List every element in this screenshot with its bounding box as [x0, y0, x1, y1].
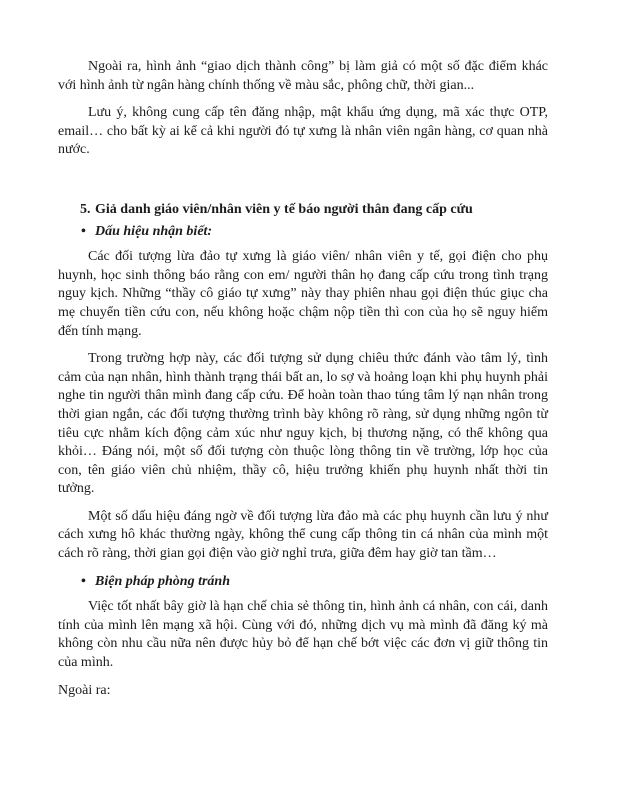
- bullet-icon: •: [81, 223, 86, 239]
- paragraph-signs-2: Trong trường hợp này, các đối tượng sử dụng chiêu thức đánh vào tâm lý, tình cảm của nạn nhân, hình thành trạng thái bất an, lo sợ và hoảng loạn khi phụ huynh phải nghe tin người thân mình đang cấp cứu. Để hoàn toàn thao túng tâm lý nạn nhân trong thời gian ngắn, các đối tượng thường trình bày không rõ ràng, sử dụng những ngôn từ tiêu cực nhằm kích động cảm xúc như nguy kịch, bị thương nặng, có thể không qua khỏi… Đáng nói, một số đối tượng còn thuộc lòng thông tin về trường, lớp học của con, tên giáo viên chủ nhiệm, thầy cô, hiệu trưởng khiến phụ huynh nhất thời tin tưởng.: [58, 351, 548, 497]
- paragraph-signs-1: Các đối tượng lừa đảo tự xưng là giáo viên/ nhân viên y tế, gọi điện cho phụ huynh, học sinh thông báo rằng con em/ người thân họ đang cấp cứu trong tình trạng nguy kịch. Những “thầy cô giáo tự xưng” này thay phiên nhau gọi điện thúc giục cha mẹ chuyển tiền cứu con, nếu không hoặc chậm nộp tiền thì con của họ sẽ nguy hiểm đến tính mạng.: [58, 249, 548, 339]
- closing-text: Ngoài ra:: [58, 682, 111, 698]
- document-content: [58, 58, 548, 700]
- section-number: 5.: [80, 201, 91, 217]
- paragraph-intro-otp-warning: Lưu ý, không cung cấp tên đăng nhập, mật khẩu ứng dụng, mã xác thực OTP, email… cho bất kỳ ai kể cả khi người đó tự xưng là nhân viên ngân hàng, cơ quan nhà nước.: [58, 105, 548, 158]
- paragraph-intro-fake-transaction: Ngoài ra, hình ảnh “giao dịch thành công” bị làm giả có một số đặc điểm khác với hình ảnh từ ngân hàng chính thống về màu sắc, phông chữ, thời gian...: [58, 59, 548, 93]
- paragraph-prevention-1: Việc tốt nhất bây giờ là hạn chế chia sẻ thông tin, hình ảnh cá nhân, con cái, danh tính của mình lên mạng xã hội. Cùng với đó, những dịch vụ mà mình đã đăng ký mà không còn nhu cầu nữa nên được hủy bỏ để hạn chế bớt việc các đơn vị giữ thông tin của mình.: [58, 599, 548, 671]
- section-heading: [58, 201, 548, 220]
- section-title: Giả danh giáo viên/nhân viên y tế báo người thân đang cấp cứu: [95, 201, 473, 217]
- prevention-label: Biện pháp phòng tránh: [95, 573, 230, 589]
- bullet-icon: •: [81, 573, 86, 589]
- prevention-bullet-item: [58, 573, 548, 592]
- signs-bullet-item: [58, 223, 548, 242]
- paragraph-signs-3: Một số dấu hiệu đáng ngờ về đối tượng lừa đảo mà các phụ huynh cần lưu ý như cách xưng hô khác thường ngày, không thể cung cấp thông tin cá nhân của mình một cách rõ ràng, thời gian gọi điện vào giờ nghỉ trưa, giữa đêm hay giờ tan tầm…: [58, 508, 548, 562]
- signs-label: Dấu hiệu nhận biết:: [95, 223, 213, 239]
